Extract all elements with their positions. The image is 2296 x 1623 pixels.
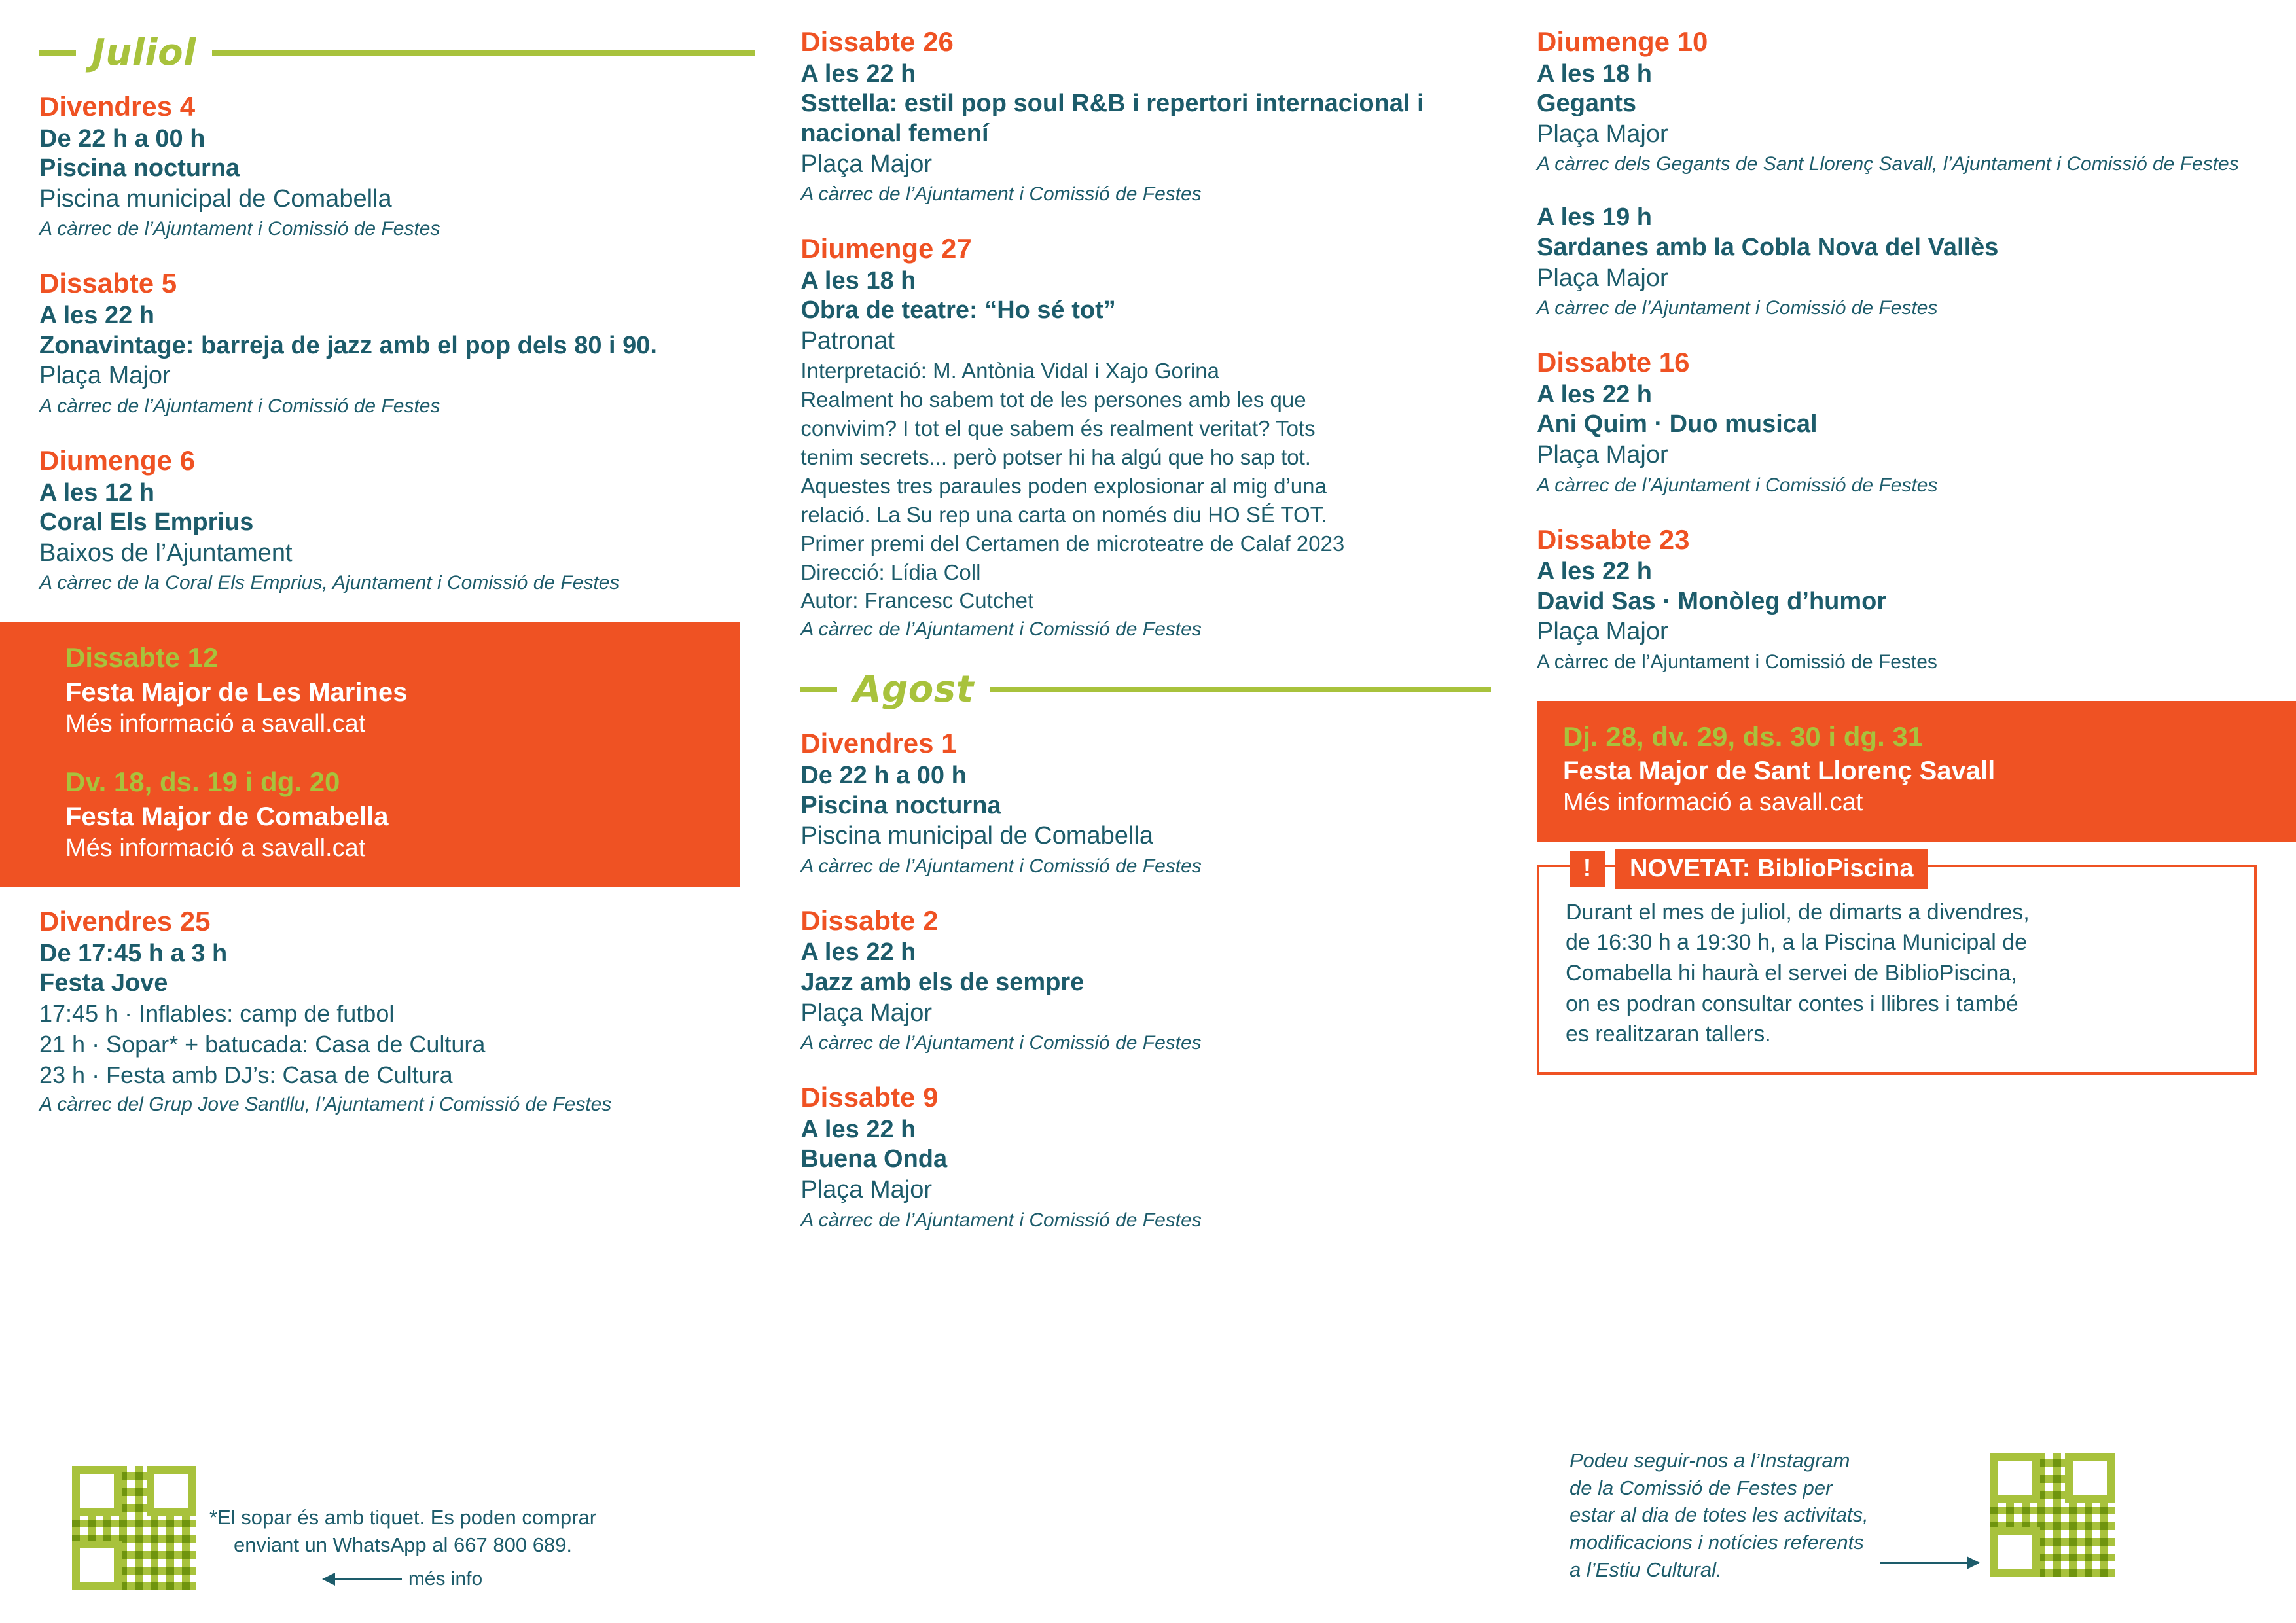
schedule-line: 23 h · Festa amb DJ’s: Casa de Cultura [39,1061,453,1088]
event-date: Dissabte 26 [800,26,954,57]
event-place: Plaça Major [1537,618,1668,646]
footer-instagram-info [1570,1447,2115,1584]
event-title: Gegants [1537,90,1637,118]
highlight-subtitle: Més informació a savall.cat [65,834,366,862]
novelty-box-bibliopiscina [1537,854,2257,1075]
qr-code-ticket[interactable] [72,1466,196,1590]
event-date: Diumenge 27 [800,233,972,264]
event-credit: A càrrec de la Coral Els Emprius, Ajuntament i Comissió de Festes [39,572,620,594]
novelty-line: Comabella hi haurà el servei de BiblioPiscina, [1566,960,2017,986]
event-credit: A càrrec de l’Ajuntament i Comissió de Festes [1537,651,1937,673]
highlight-date: Dj. 28, dv. 29, ds. 30 i dg. 31 [1563,721,1924,752]
event-title: Piscina nocturna [39,154,240,183]
event-credit: A càrrec del Grup Jove Santllu, l’Ajuntament i Comissió de Festes [39,1094,612,1116]
description-line: Realment ho sabem tot de les persones amb les que [800,387,1306,412]
event-date: Dissabte 5 [39,268,177,299]
event-item-festa-jove [39,906,755,1117]
event-place: Plaça Major [1537,264,1668,292]
column-july-right-august [800,26,1491,1597]
highlight-block-festa-major-savall [1537,701,2296,842]
event-title: Ani Quim · Duo musical [1537,410,1818,438]
event-time: A les 18 h [1537,60,1653,88]
event-title: Sardanes amb la Cobla Nova del Vallès [1537,234,1999,261]
event-time: A les 22 h [1537,558,1653,586]
novelty-line: es realitzaran tallers. [1566,1022,1771,1047]
event-date: Divendres 25 [39,906,211,936]
event-place: Plaça Major [800,999,932,1027]
event-date: Diumenge 6 [39,444,196,476]
highlight-block-festa-major [0,622,740,887]
instagram-note [1570,1447,1869,1584]
event-place: Plaça Major [1537,120,1668,148]
event-place: Plaça Major [800,150,932,178]
qr-corner-icon [72,1466,122,1516]
columns-layout [39,26,2257,1597]
event-time: De 22 h a 00 h [800,762,967,789]
highlight-subtitle: Més informació a savall.cat [1563,789,1863,817]
description-line: convivim? I tot el que sabem és realment veritat? Tots [800,416,1316,441]
event-place: Plaça Major [1537,441,1668,469]
event-credit: A càrrec de l’Ajuntament i Comissió de Festes [39,218,440,240]
description-line: relació. La Su rep una carta on només diu HO SÉ TOT. [800,502,1327,527]
month-rule-right [990,687,1491,692]
event-place: Plaça Major [39,362,171,390]
qr-corner-icon [2065,1453,2115,1503]
event-place: Baixos de l’Ajuntament [39,539,293,567]
event-title: Buena Onda [800,1145,948,1173]
description-line: Direcció: Lídia Coll [800,560,981,584]
warning-icon: ! [1570,851,1605,887]
event-item [1537,524,2257,675]
event-description [800,357,1491,615]
event-date: Diumenge 10 [1537,26,1708,57]
description-line: tenim secrets... però potser hi ha algú que ho sap tot. [800,445,1311,470]
event-time: A les 18 h [800,266,916,294]
event-date: Dissabte 16 [1537,347,1690,378]
event-time: A les 22 h [39,302,155,330]
event-title: Obra de teatre: “Ho sé tot” [800,296,1116,325]
event-item [39,91,755,241]
event-time: A les 22 h [800,1115,916,1143]
month-rule-left [800,687,837,692]
instagram-line: modificacions i notícies referents [1570,1531,1864,1554]
month-header-august [800,668,1491,711]
novelty-line: de 16:30 h a 19:30 h, a la Piscina Municipal de [1566,930,2028,955]
event-title: Festa Jove [39,969,168,997]
highlight-date: Dv. 18, ds. 19 i dg. 20 [65,766,340,798]
event-item [800,1082,1491,1232]
qr-corner-icon [1990,1527,2040,1577]
novelty-line: Durant el mes de juliol, de dimarts a divendres, [1566,899,2030,925]
event-time: A les 22 h [800,60,916,88]
event-credit: A càrrec de l’Ajuntament i Comissió de Festes [39,395,440,417]
description-line: Primer premi del Certamen de microteatre de Calaf 2023 [800,531,1345,556]
event-place: Piscina municipal de Comabella [800,822,1153,850]
event-time: De 22 h a 00 h [39,124,206,152]
event-time: A les 19 h [1537,204,1653,232]
highlight-spacer [65,740,713,766]
novelty-header [1570,849,1928,889]
event-date: Divendres 4 [39,91,196,122]
event-item [800,26,1491,207]
event-date: Divendres 1 [800,728,957,759]
more-info-label: més info [408,1568,483,1590]
event-date: Dissabte 23 [1537,524,1690,555]
event-credit: A càrrec de l’Ajuntament i Comissió de Festes [800,183,1202,205]
column-july-left [39,26,755,1597]
month-name-august: Agost [853,668,974,711]
event-item [39,445,755,596]
event-schedule-lines [39,999,755,1090]
description-line: Interpretació: M. Antònia Vidal i Xajo Gorina [800,359,1219,383]
footer-ticket-info [72,1466,596,1590]
instagram-line: estar al dia de totes les activitats, [1570,1503,1869,1527]
arrow-left-icon [323,1578,402,1580]
qr-code-instagram[interactable] [1990,1453,2115,1577]
event-title: David Sas · Monòleg d’humor [1537,587,1887,615]
description-line: Autor: Francesc Cutchet [800,588,1034,613]
description-line: Aquestes tres paraules poden explosionar al mig d’una [800,473,1327,498]
event-title: Jazz amb els de sempre [800,969,1085,996]
schedule-line: 21 h · Sopar* + batucada: Casa de Cultura [39,1030,486,1058]
arrow-right-icon [1880,1562,1979,1564]
event-item [1537,203,2257,321]
event-credit: A càrrec de l’Ajuntament i Comissió de Festes [1537,474,1938,496]
ticket-note-block [209,1504,596,1590]
month-rule-right [212,50,755,56]
month-name-july: Juliol [92,31,196,74]
event-date: Dissabte 2 [800,904,939,936]
event-credit: A càrrec de l’Ajuntament i Comissió de Festes [1537,297,1938,319]
instagram-line: a l’Estiu Cultural. [1570,1558,1722,1582]
event-credit: A càrrec de l’Ajuntament i Comissió de Festes [800,1209,1202,1231]
event-time: A les 22 h [1537,380,1653,408]
event-item-theatre [800,233,1491,642]
event-credit: A càrrec dels Gegants de Sant Llorenç Savall, l’Ajuntament i Comissió de Festes [1537,153,2239,175]
event-title: Zonavintage: barreja de jazz amb el pop dels 80 i 90. [39,331,657,359]
ticket-note-line: enviant un WhatsApp al 667 800 689. [233,1533,573,1557]
qr-corner-icon [1990,1453,2040,1503]
event-credit: A càrrec de l’Ajuntament i Comissió de Festes [800,1032,1202,1054]
novelty-title: NOVETAT: BiblioPiscina [1615,849,1928,889]
event-place: Piscina municipal de Comabella [39,185,392,213]
highlight-title: Festa Major de Comabella [65,802,389,831]
qr-corner-icon [147,1466,196,1516]
event-place: Patronat [800,327,895,355]
novelty-line: on es podran consultar contes i llibres i també [1566,991,2018,1016]
event-credit: A càrrec de l’Ajuntament i Comissió de Festes [800,855,1202,877]
month-header-july [39,31,755,74]
highlight-subtitle: Més informació a savall.cat [65,709,366,738]
event-time: A les 12 h [39,478,155,507]
highlight-title: Festa Major de Les Marines [65,677,408,707]
event-time: A les 22 h [800,938,916,967]
event-item [800,905,1491,1056]
event-place: Plaça Major [800,1176,932,1204]
instagram-line: de la Comissió de Festes per [1570,1476,1833,1499]
month-rule-left [39,50,76,56]
event-time: De 17:45 h a 3 h [39,939,228,967]
event-credit: A càrrec de l’Ajuntament i Comissió de Festes [800,618,1202,641]
event-item [800,728,1491,878]
column-august-right [1537,26,2257,1597]
highlight-date: Dissabte 12 [65,642,219,673]
event-date: Dissabte 9 [800,1082,939,1113]
event-title: Coral Els Emprius [39,508,254,537]
schedule-line: 17:45 h · Inflables: camp de futbol [39,999,395,1027]
novelty-body [1566,897,2228,1050]
event-item [1537,347,2257,497]
event-title: Ssttella: estil pop soul R&B i repertori internacional i nacional femení [800,90,1424,147]
highlight-title: Festa Major de Sant Llorenç Savall [1563,757,1996,786]
event-item [39,268,755,418]
event-title: Piscina nocturna [800,791,1001,819]
qr-corner-icon [72,1541,122,1590]
instagram-line: Podeu seguir-nos a l’Instagram [1570,1448,1850,1472]
more-info-pointer [209,1568,596,1590]
event-item [1537,26,2257,177]
ticket-note-line: *El sopar és amb tiquet. Es poden comprar [209,1506,597,1529]
